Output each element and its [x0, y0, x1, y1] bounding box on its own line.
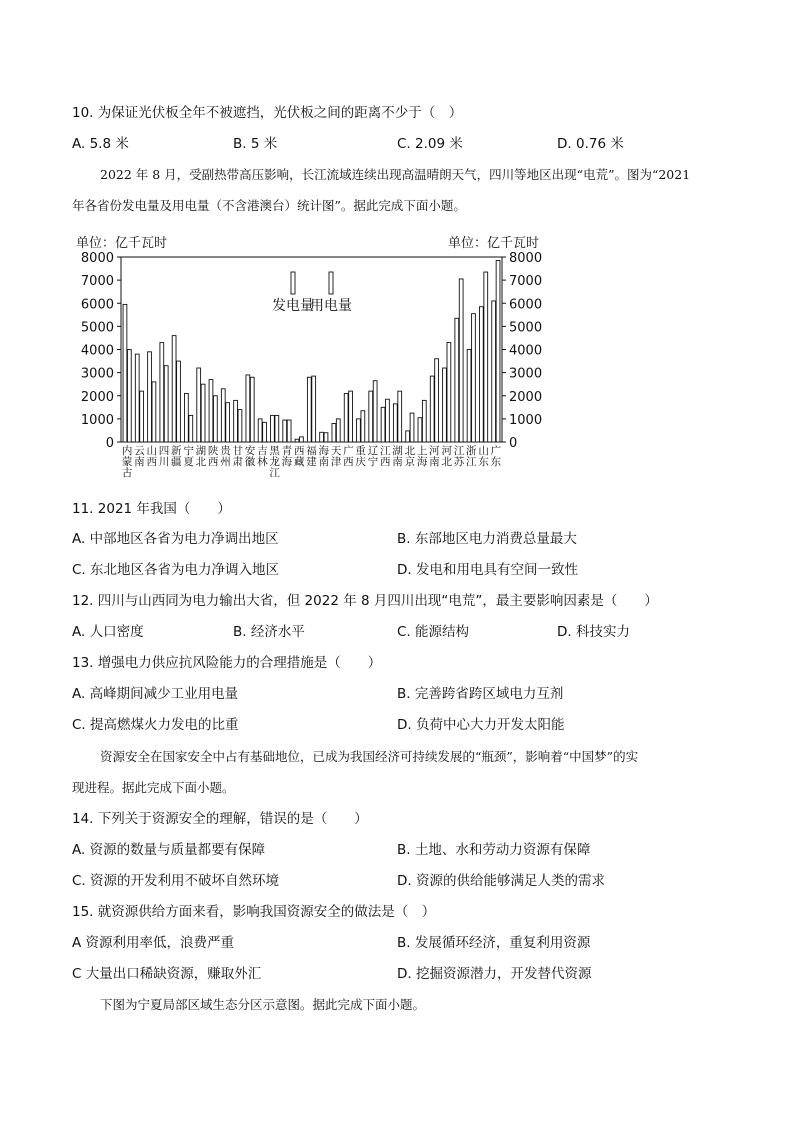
x-tick-label: 北 — [195, 456, 207, 468]
consumption-bar — [287, 420, 291, 442]
x-tick-label: 上 — [416, 445, 428, 457]
consumption-bar — [300, 437, 304, 442]
q11-option-c: C. 东北地区各省为电力净调入地区 — [72, 562, 280, 578]
left-tick-label: 6000 — [80, 297, 114, 313]
q11-option-b: B. 东部地区电力消费总量最大 — [397, 531, 577, 547]
x-tick-label: 西 — [379, 456, 391, 468]
x-tick-label: 安 — [244, 445, 256, 457]
q10-option-b: B. 5 米 — [233, 136, 278, 152]
q12-option-c: C. 能源结构 — [397, 624, 470, 640]
left-tick-label: 7000 — [80, 274, 114, 290]
q13-option-a: A. 高峰期间减少工业用电量 — [72, 686, 239, 702]
x-tick-label: 新 — [171, 445, 182, 457]
x-tick-label: 河 — [429, 445, 440, 457]
consumption-bar — [398, 391, 402, 442]
generation-bar — [221, 389, 225, 442]
consumption-bar — [250, 377, 254, 442]
x-tick-label: 海 — [318, 445, 330, 457]
consumption-bar — [447, 343, 451, 442]
x-tick-label: 湖 — [195, 445, 207, 457]
left-ticks — [81, 251, 121, 451]
q14-option-b: B. 土地、水和劳动力资源有保障 — [397, 842, 591, 858]
x-tick-label: 陕 — [207, 445, 219, 457]
generation-bar — [479, 307, 483, 442]
consumption-bar — [189, 415, 193, 442]
x-tick-label: 青 — [281, 445, 293, 457]
x-tick-label: 重 — [355, 445, 366, 457]
consumption-bar — [263, 422, 267, 442]
q14-stem: 14. 下列关于资源安全的理解，错误的是（ ） — [72, 811, 368, 827]
x-tick-label: 海 — [281, 456, 293, 468]
generation-bar — [307, 377, 311, 442]
q12-option-d: D. 科技实力 — [557, 624, 630, 640]
x-tick-label: 京 — [404, 456, 416, 468]
q10-option-d: D. 0.76 米 — [557, 136, 624, 152]
consumption-bar — [336, 419, 340, 442]
q13-option-c: C. 提高燃煤火力发电的比重 — [72, 717, 239, 733]
right-tick-label: 1000 — [509, 412, 543, 428]
x-tick-label: 南 — [429, 456, 440, 468]
left-tick-label: 4000 — [80, 343, 114, 359]
q12-stem: 12. 四川与山西同为电力输出大省，但 2022 年 8 月四川出现“电荒”，最主要影响因素是（ ） — [72, 593, 658, 609]
x-tick-label: 津 — [330, 456, 342, 468]
x-tick-label: 吉 — [257, 445, 268, 457]
q10-stem: 10. 为保证光伏板全年不被遮挡，光伏板之间的距离不少于（ ） — [72, 105, 463, 121]
x-tick-label: 云 — [134, 445, 145, 457]
q13-stem: 13. 增强电力供应抗风险能力的合理措施是（ ） — [72, 655, 382, 671]
legend — [272, 272, 352, 314]
q15-stem: 15. 就资源供给方面来看，影响我国资源安全的做法是（ ） — [72, 904, 436, 920]
generation-bar — [172, 336, 176, 442]
legend-generation-label: 发电量 — [272, 298, 314, 314]
material2-line1: 资源安全在国家安全中占有基础地位，已成为我国经济可持续发展的“瓶颈”，影响着“中国梦”的实 — [100, 749, 639, 764]
q12-option-b: B. 经济水平 — [233, 624, 305, 640]
consumption-bar — [164, 366, 168, 442]
right-ticks — [502, 251, 542, 451]
right-tick-label: 2000 — [509, 389, 543, 405]
legend-generation-swatch — [291, 272, 295, 294]
generation-bar — [418, 418, 422, 442]
consumption-bar — [312, 376, 316, 442]
x-tick-label: 宁 — [183, 445, 194, 457]
q11-option-a: A. 中部地区各省为电力净调出地区 — [72, 531, 279, 547]
consumption-bar — [435, 359, 439, 442]
generation-bar — [406, 431, 410, 442]
generation-bar — [123, 304, 127, 442]
q15-option-b: B. 发展循环经济，重复利用资源 — [397, 935, 591, 951]
generation-bar — [492, 301, 496, 442]
consumption-bar — [177, 361, 181, 442]
generation-bar — [246, 375, 250, 442]
q15-option-c: C 大量出口稀缺资源，赚取外汇 — [72, 966, 262, 982]
material1-line2: 年各省份发电量及用电量（不含港澳台）统计图”。据此完成下面小题。 — [72, 198, 466, 213]
x-tick-label: 贵 — [220, 445, 231, 457]
x-tick-label: 林 — [257, 456, 268, 468]
x-tick-label: 南 — [392, 456, 403, 468]
material3-line1: 下图为宁夏局部区域生态分区示意图。据此完成下面小题。 — [100, 997, 426, 1012]
x-tick-label: 辽 — [367, 445, 379, 457]
generation-bar — [283, 420, 287, 442]
consumption-bar — [459, 279, 463, 442]
right-tick-label: 6000 — [509, 297, 543, 313]
consumption-bar — [472, 314, 476, 442]
consumption-bar — [422, 400, 426, 442]
q13-option-b: B. 完善跨省跨区域电力互剂 — [397, 686, 564, 702]
legend-consumption-swatch — [329, 272, 333, 294]
power-chart — [70, 232, 543, 482]
generation-bar — [209, 380, 213, 442]
right-tick-label: 0 — [509, 436, 518, 451]
right-tick-label: 5000 — [509, 320, 543, 336]
x-tick-label: 川 — [158, 456, 170, 468]
x-tick-label: 河 — [441, 445, 452, 457]
generation-bar — [197, 368, 201, 442]
x-tick-label: 疆 — [171, 456, 182, 468]
generation-bar — [148, 352, 152, 442]
x-tick-label: 江 — [453, 445, 465, 457]
consumption-bar — [152, 382, 156, 442]
legend-consumption-label: 用电量 — [310, 298, 352, 314]
q14-option-d: D. 资源的供给能够满足人类的需求 — [397, 873, 605, 889]
consumption-bar — [238, 410, 242, 442]
x-tick-label: 黑 — [269, 445, 280, 457]
x-tick-label: 东 — [478, 456, 489, 468]
x-tick-label: 夏 — [183, 456, 194, 468]
consumption-bar — [226, 403, 230, 442]
x-tick-label: 广 — [343, 445, 354, 457]
x-tick-label: 徽 — [244, 456, 256, 468]
x-tick-label: 西 — [293, 445, 305, 457]
x-tick-label: 福 — [306, 445, 317, 457]
generation-bar — [430, 376, 434, 442]
x-tick-label: 建 — [306, 456, 317, 468]
generation-bar — [393, 404, 397, 442]
x-tick-label: 内 — [121, 445, 133, 457]
x-tick-label: 南 — [318, 456, 330, 468]
x-tick-label: 江 — [466, 456, 477, 468]
left-tick-label: 0 — [105, 436, 114, 451]
q15-option-d: D. 挖掘资源潜力，开发替代资源 — [397, 966, 592, 982]
left-tick-label: 5000 — [80, 320, 114, 336]
x-tick-label: 北 — [441, 456, 452, 468]
x-tick-label: 西 — [207, 456, 219, 468]
x-tick-label: 天 — [330, 445, 342, 457]
q14-option-c: C. 资源的开发利用不破坏自然环境 — [72, 873, 280, 889]
generation-bar — [369, 391, 373, 442]
x-tick-label: 北 — [404, 445, 416, 457]
q11-option-d: D. 发电和用电具有空间一致性 — [397, 562, 578, 578]
x-tick-label: 藏 — [293, 456, 305, 468]
left-tick-label: 2000 — [80, 389, 114, 405]
generation-bar — [381, 407, 385, 442]
consumption-bar — [140, 391, 144, 442]
right-unit-label: 单位：亿千瓦时 — [448, 236, 540, 251]
x-labels — [122, 444, 502, 479]
q15-option-a: A 资源利用率低，浪费严重 — [72, 935, 235, 951]
consumption-bar — [410, 413, 414, 442]
generation-bar — [135, 354, 139, 442]
q10-option-a: A. 5.8 米 — [72, 136, 129, 152]
right-tick-label: 7000 — [509, 274, 543, 290]
generation-bar — [295, 439, 299, 442]
x-tick-label: 宁 — [367, 456, 379, 468]
generation-bar — [455, 318, 459, 442]
x-tick-label: 苏 — [453, 456, 465, 468]
x-tick-label: 庆 — [355, 456, 366, 468]
consumption-bar — [386, 399, 390, 442]
material2-line2: 现进程。据此完成下面小题。 — [72, 780, 235, 795]
generation-bar — [443, 368, 447, 442]
generation-bar — [344, 393, 348, 442]
x-tick-label: 江 — [379, 445, 391, 457]
x-tick-label: 山 — [146, 445, 157, 457]
right-tick-label: 8000 — [509, 251, 543, 266]
left-tick-label: 1000 — [80, 412, 114, 428]
left-tick-label: 8000 — [80, 251, 114, 266]
x-tick-label: 蒙 — [121, 456, 133, 468]
material1-line1: 2022 年 8 月，受副热带高压影响，长江流域连续出现高温晴朗天气，四川等地区出现“电荒”。图为“2021 — [100, 167, 691, 182]
x-tick-label: 山 — [478, 445, 489, 457]
generation-bar — [467, 350, 471, 443]
consumption-bar — [324, 433, 328, 442]
consumption-bar — [361, 411, 365, 442]
x-tick-label: 西 — [146, 456, 157, 468]
consumption-bar — [127, 350, 131, 443]
consumption-bar — [349, 391, 353, 442]
generation-bar — [320, 432, 324, 442]
x-tick-label: 古 — [121, 467, 133, 479]
x-tick-label: 龙 — [269, 456, 280, 468]
q10-option-c: C. 2.09 米 — [397, 136, 463, 152]
q11-stem: 11. 2021 年我国（ ） — [72, 501, 231, 517]
generation-bar — [234, 400, 238, 442]
x-tick-label: 肃 — [232, 456, 244, 468]
generation-bar — [357, 419, 361, 442]
right-tick-label: 3000 — [509, 366, 543, 382]
consumption-bar — [213, 396, 217, 442]
consumption-bar — [484, 272, 488, 442]
q13-option-d: D. 负荷中心大力开发太阳能 — [397, 717, 565, 733]
generation-bar — [160, 343, 164, 442]
bars — [123, 260, 500, 442]
x-tick-label: 浙 — [466, 445, 477, 457]
x-tick-label: 湖 — [392, 445, 403, 457]
right-tick-label: 4000 — [509, 343, 543, 359]
generation-bar — [184, 393, 188, 442]
x-tick-label: 海 — [416, 456, 428, 468]
left-tick-label: 3000 — [80, 366, 114, 382]
x-tick-label: 东 — [490, 456, 502, 468]
x-tick-label: 江 — [269, 467, 280, 479]
q12-option-a: A. 人口密度 — [72, 624, 144, 640]
x-tick-label: 甘 — [232, 445, 244, 457]
x-tick-label: 四 — [158, 445, 170, 457]
consumption-bar — [496, 260, 500, 442]
generation-bar — [332, 424, 336, 443]
consumption-bar — [373, 381, 377, 442]
x-tick-label: 广 — [490, 445, 502, 457]
x-tick-label: 州 — [220, 456, 231, 468]
x-tick-label: 西 — [343, 456, 354, 468]
left-unit-label: 单位：亿千瓦时 — [76, 236, 168, 251]
q14-option-a: A. 资源的数量与质量都要有保障 — [72, 842, 266, 858]
generation-bar — [258, 419, 262, 442]
x-tick-label: 南 — [134, 456, 145, 468]
generation-bar — [271, 415, 275, 442]
consumption-bar — [275, 415, 279, 442]
consumption-bar — [201, 384, 205, 442]
